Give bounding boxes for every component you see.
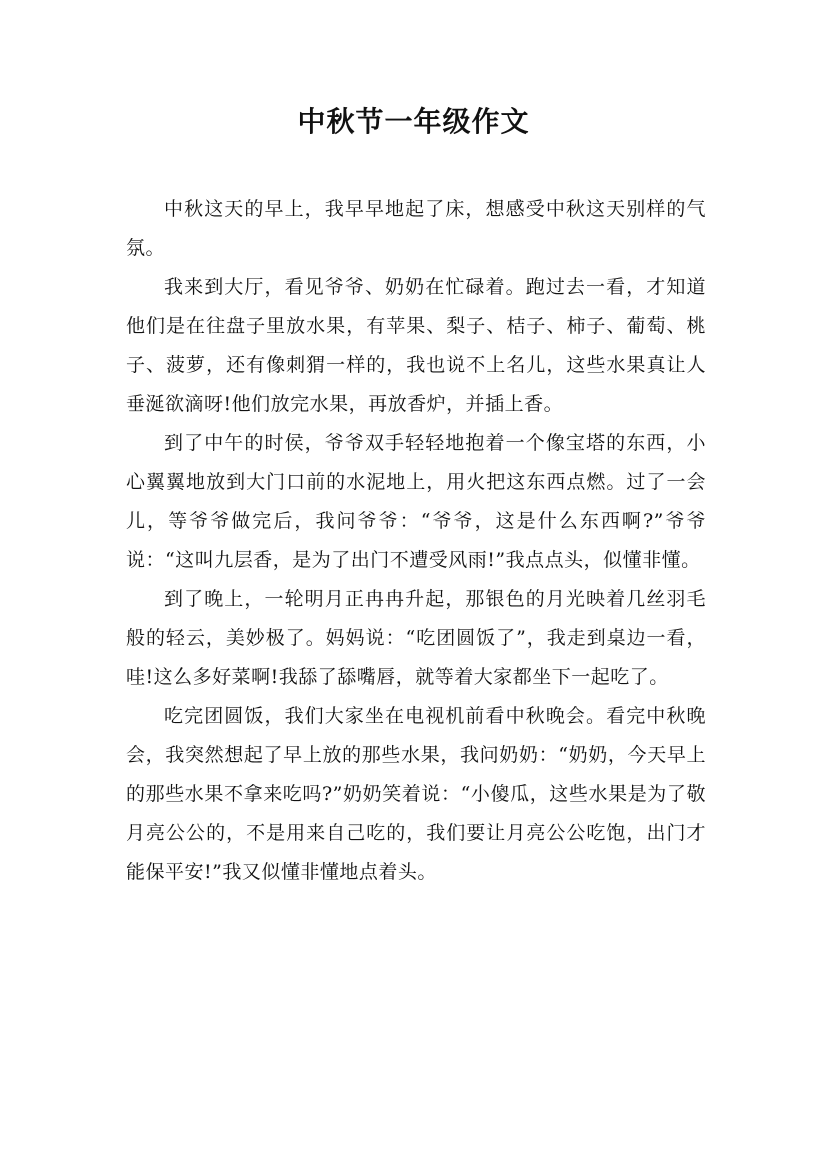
document-title: 中秋节一年级作文 (297, 105, 530, 138)
paragraph: 我来到大厅，看见爷爷、奶奶在忙碌着。跑过去一看，才知道他们是在往盘子里放水果，有苹果、梨子、桔子、柿子、葡萄、桃子、菠萝，还有像刺猬一样的，我也说不上名儿，这些水果真让人垂涎欲滴呀!他们放完水果，再放香炉，并插上香。 (126, 276, 706, 415)
paragraph: 吃完团圆饭，我们大家坐在电视机前看中秋晚会。看完中秋晚会，我突然想起了早上放的那些水果，我问奶奶：“奶奶，今天早上的那些水果不拿来吃吗?”奶奶笑着说：“小傻瓜，这些水果是为了敬月亮公公的，不是用来自己吃的，我们要让月亮公公吃饱，出门才能保平安!”我又似懂非懂地点着头。 (126, 705, 706, 883)
paragraph: 到了中午的时侯，爷爷双手轻轻地抱着一个像宝塔的东西，小心翼翼地放到大门口前的水泥地上，用火把这东西点燃。过了一会儿，等爷爷做完后，我问爷爷：“爷爷，这是什么东西啊?”爷爷说：“这叫九层香，是为了出门不遭受风雨!”我点点头，似懂非懂。 (126, 432, 706, 571)
paragraph: 中秋这天的早上，我早早地起了床，想感受中秋这天别样的气氛。 (126, 198, 706, 259)
paragraph: 到了晚上，一轮明月正冉冉升起，那银色的月光映着几丝羽毛般的轻云，美妙极了。妈妈说：“吃团圆饭了”，我走到桌边一看，哇!这么多好菜啊!我舔了舔嘴唇，就等着大家都坐下一起吃了。 (126, 588, 706, 688)
document-body (126, 190, 706, 892)
